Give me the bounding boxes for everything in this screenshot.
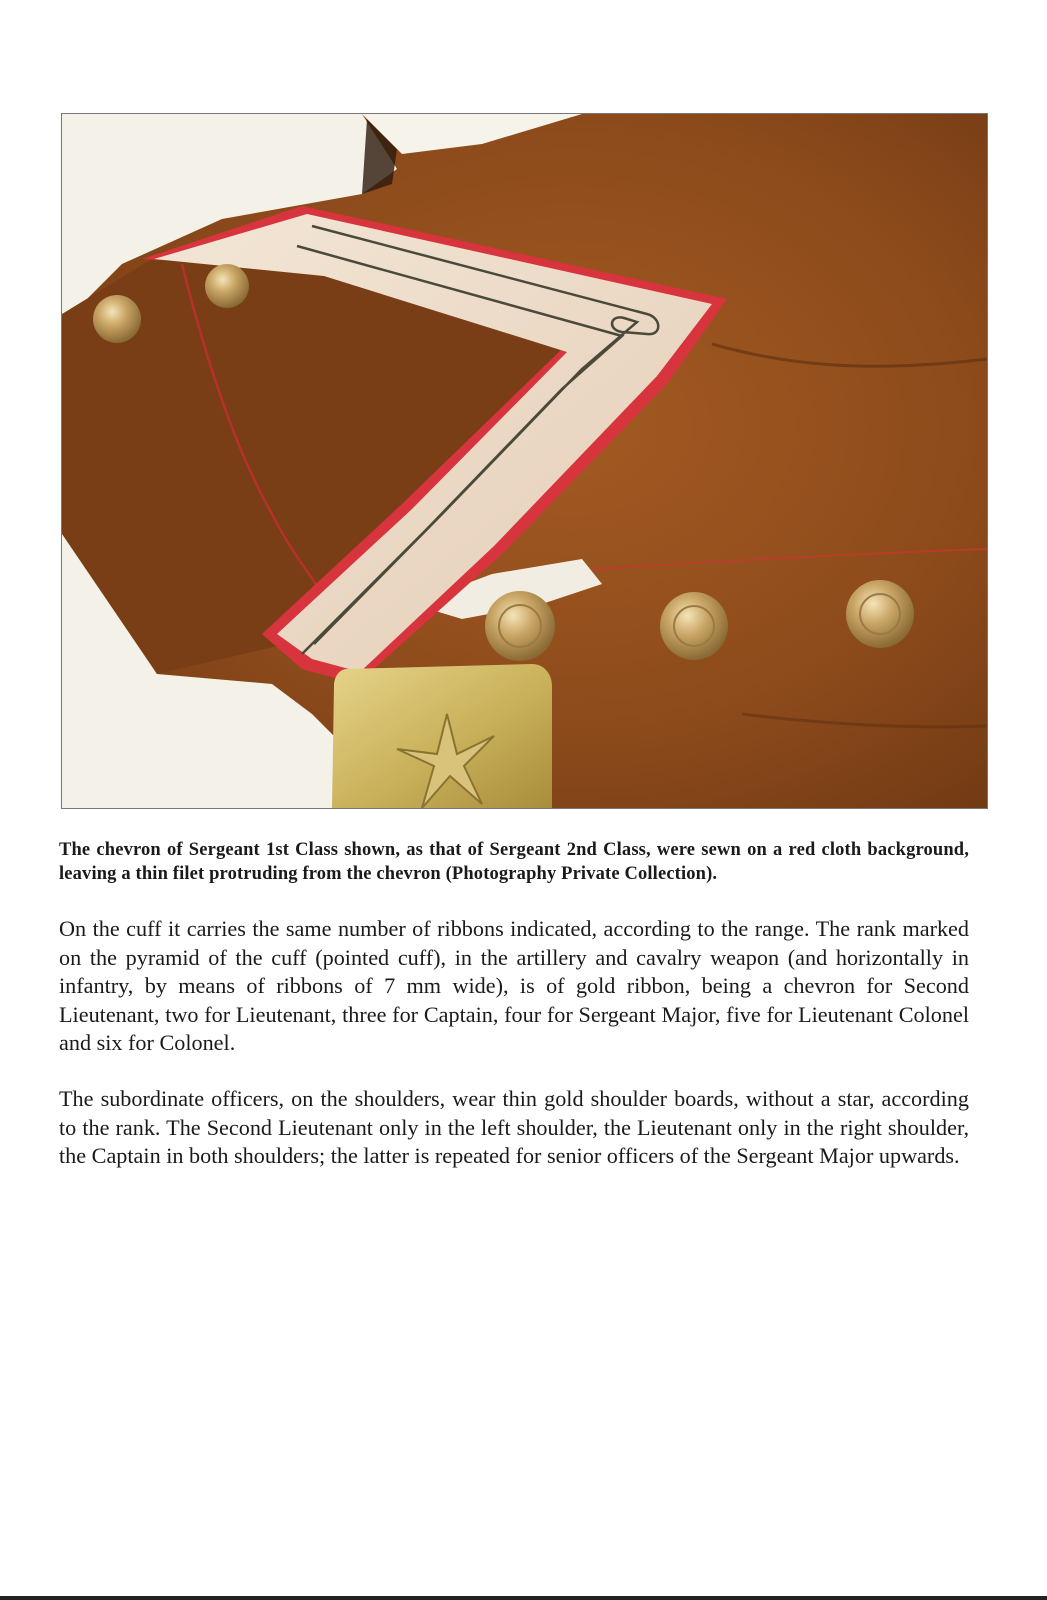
- button-3: [846, 580, 914, 648]
- page-bottom-rule: [0, 1596, 1047, 1600]
- paragraph-shoulder-boards: The subordinate officers, on the shoulders, wear thin gold shoulder boards, without a star, according to the rank. The Second Lieutenant only in the left shoulder, the Lieutenant only in the right shoulder, the Captain in both shoulders; the latter is repeated for senior officers of the Sergeant Major upwards.: [59, 1086, 969, 1168]
- photo-caption: The chevron of Sergeant 1st Class shown, as that of Sergeant 2nd Class, were sewn on a red cloth background, leaving a thin filet protruding from the chevron (Photography Private Collection).: [59, 840, 969, 884]
- button-flap-2: [93, 295, 141, 343]
- button-2: [660, 592, 728, 660]
- uniform-photo-drawing: [62, 114, 987, 808]
- paragraph-cuff-ranks: On the cuff it carries the same number of ribbons indicated, according to the range. The rank marked on the pyramid of the cuff (pointed cuff), in the artillery and cavalry weapon (and horizontally in infantry, by means of ribbons of 7 mm wide), is of gold ribbon, being a chevron for Second Lieutenant, two for Lieutenant, three for Captain, four for Sergeant Major, five for Lieutenant Colonel and six for Colonel.: [59, 916, 969, 1055]
- uniform-photo: [61, 113, 988, 809]
- button-1: [485, 591, 555, 661]
- button-flap-1: [205, 264, 249, 308]
